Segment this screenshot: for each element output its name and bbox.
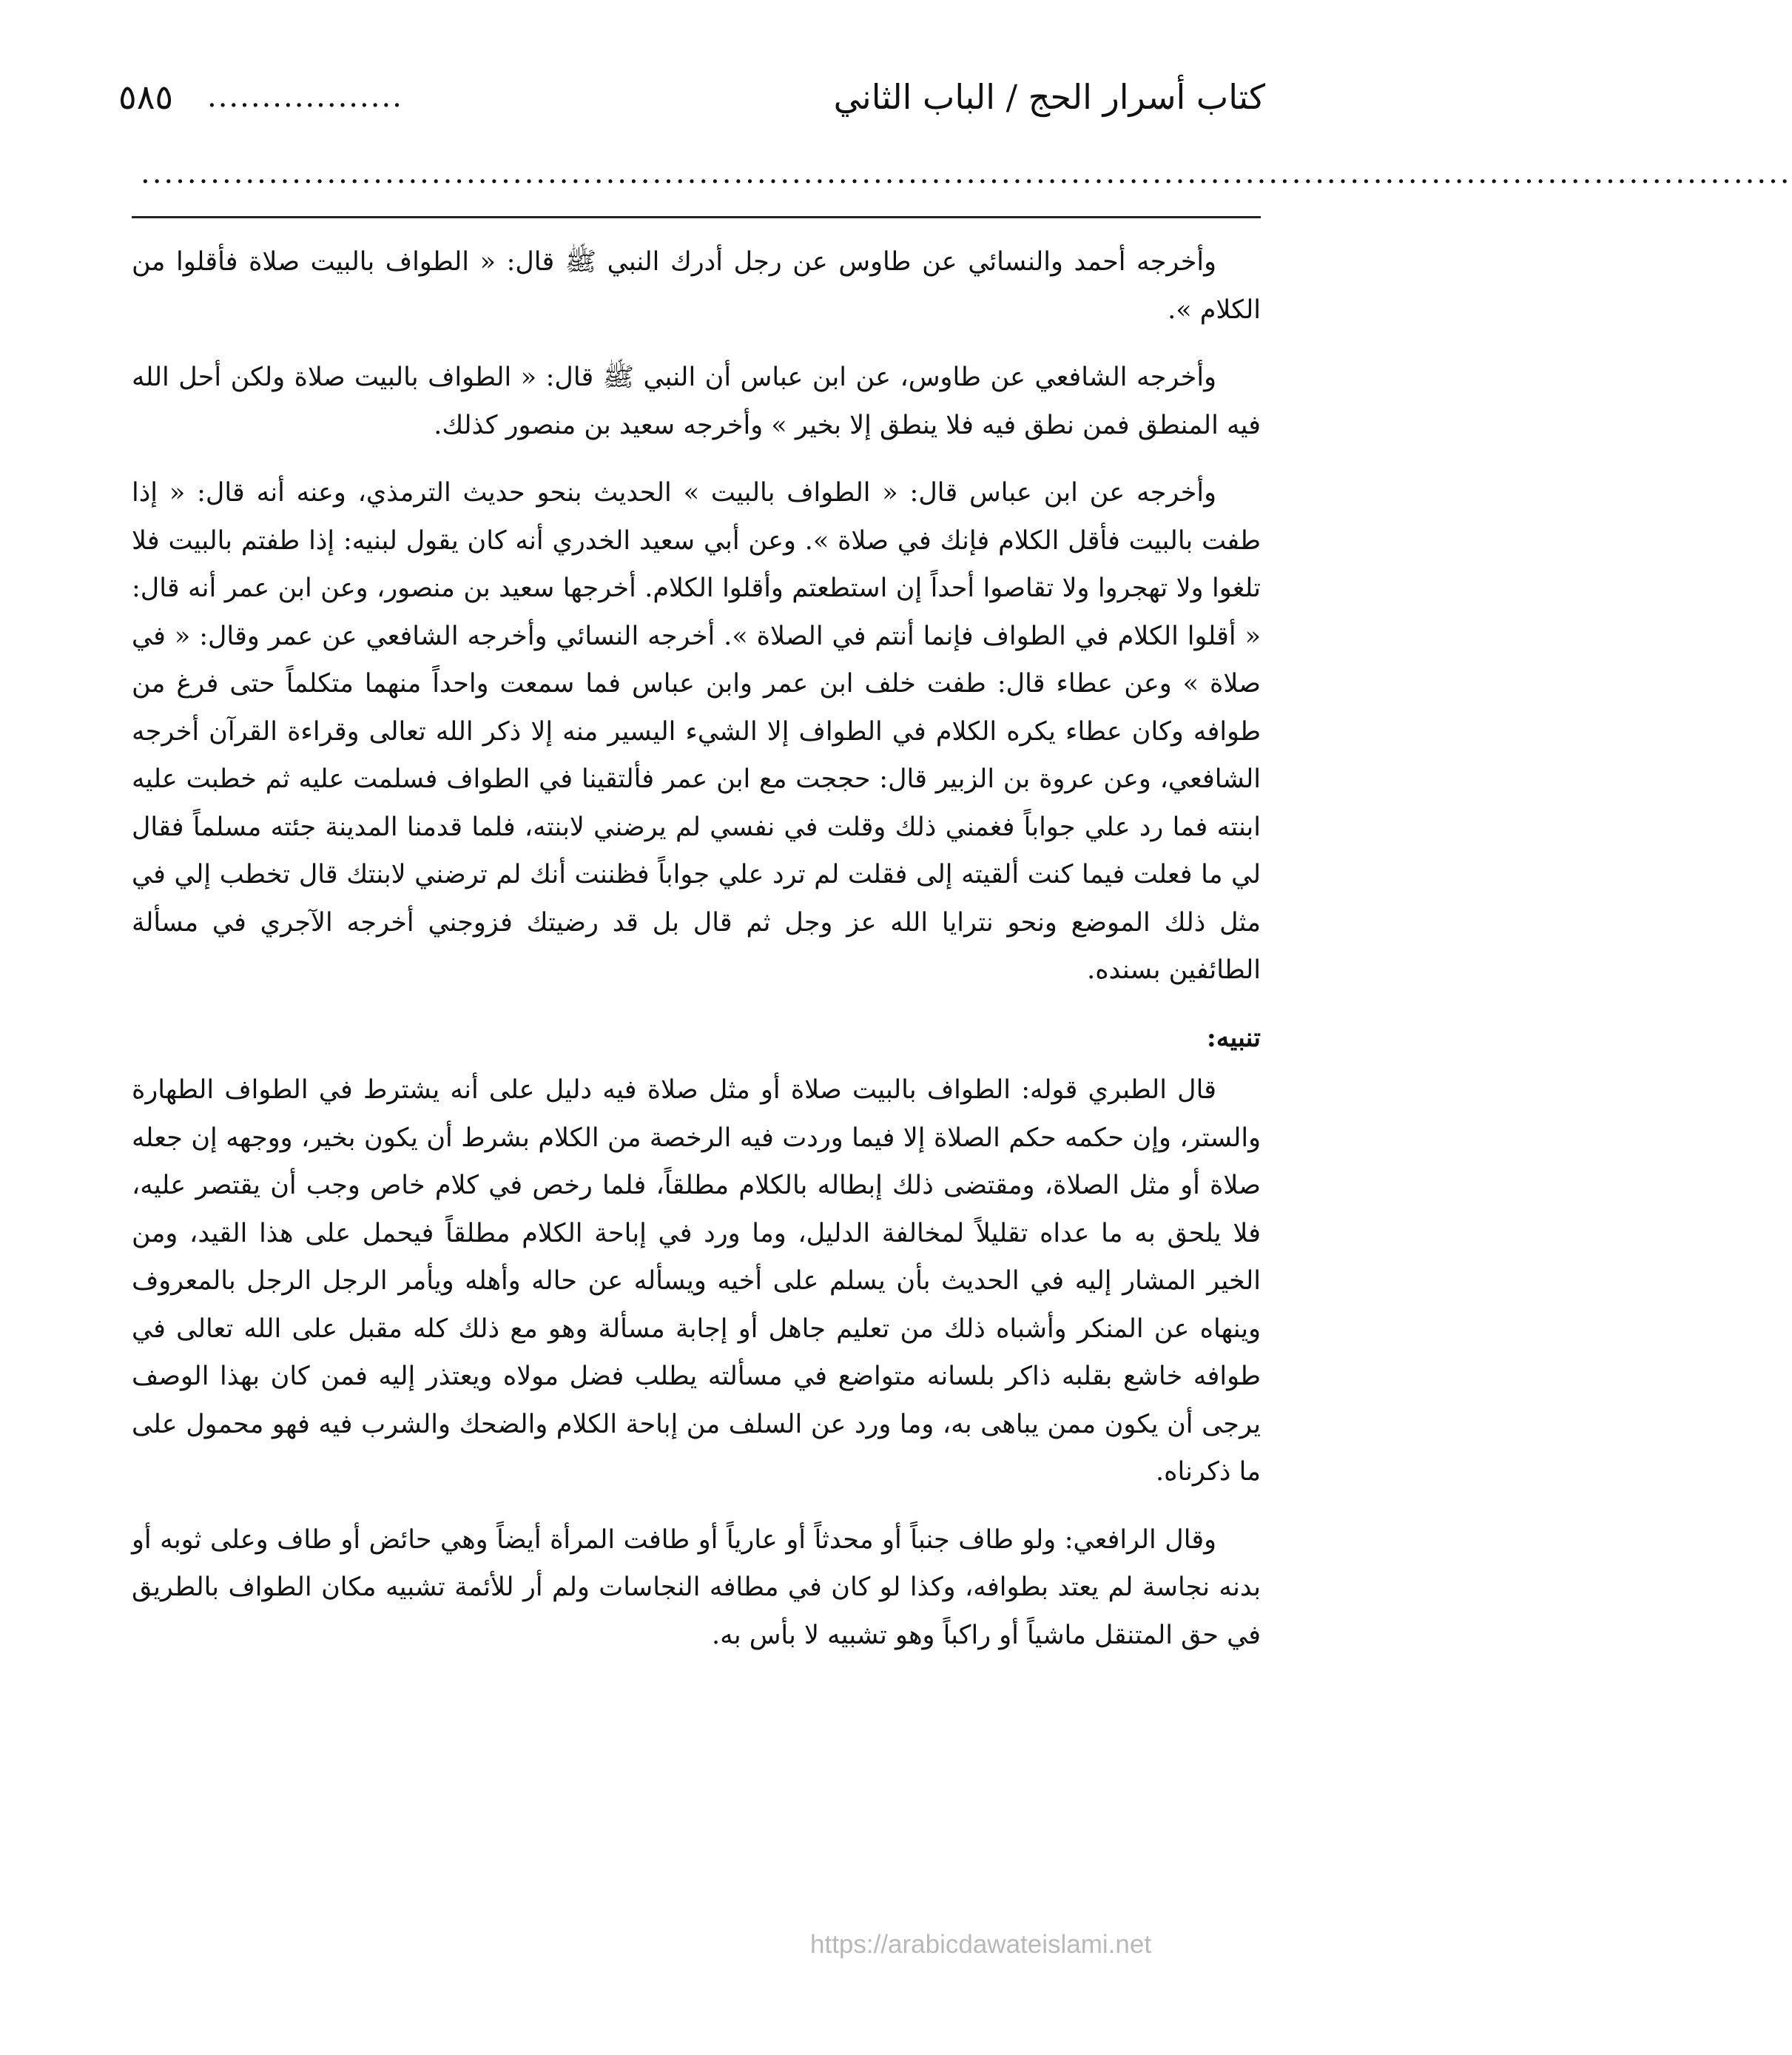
note-paragraph-1: قال الطبري قوله: الطواف بالبيت صلاة أو مثل صلاة فيه دليل على أنه يشترط في الطواف الطهارة والستر، وإن حكمه حكم الصلاة إلا فيما وردت فيه الرخصة من الكلام بشرط أن يكون بخير، ووجهه إن جعله صلاة أو مثل الصلاة، ومقتضى ذلك إبطاله بالكلام مطلقاً، فلما رخص في كلام خاص وجب أن يقتصر عليه، فلا يلحق به ما عداه تقليلاً لمخالفة الدليل، وما ورد في إباحة الكلام مطلقاً فيحمل على هذا القيد، ومن الخير المشار إليه في الحديث بأن يسلم على أخيه ويسأله عن حاله وأهله ويأمر الرجل الرجل بالمعروف وينهاه عن المنكر وأشباه ذلك من تعليم جاهل أو إجابة مسألة وهو مع ذلك كله مقبل على الله تعالى في طوافه خاشع بقلبه ذاكر بلسانه متواضع في مسألته يطلب فضل مولاه ويعتذر إليه فمن كان بهذا الوصف يرجى أن يكون ممن يباهى به، وما ورد عن السلف من إباحة الكلام والضحك والشرب فيه فهو محمول على ما ذكرناه.	[132, 1075, 1261, 1487]
header-rule	[132, 216, 1261, 218]
body-paragraph-3: وأخرجه عن ابن عباس قال: « الطواف بالبيت » الحديث بنحو حديث الترمذي، وعنه أنه قال: « إذا طفت بالبيت فأقل الكلام فإنك في صلاة ». وعن أبي سعيد الخدري أنه كان يقول لبنيه: إذا طفتم بالبيت فلا تلغوا ولا تهجروا ولا تقاصوا أحداً إن استطعتم وأقلوا الكلام. أخرجها سعيد بن منصور، وعن ابن عمر أنه قال: « أقلوا الكلام في الطواف فإنما أنتم في الصلاة ». أخرجه النسائي وأخرجه الشافعي عن عمر وقال: « في صلاة » وعن عطاء قال: طفت خلف ابن عمر وابن عباس فما سمعت واحداً منهما متكلماً حتى فرغ من طوافه وكان عطاء يكره الكلام في الطواف إلا الشيء اليسير منه إلا ذكر الله تعالى وقراءة القرآن أخرجه الشافعي، وعن عروة بن الزبير قال: حججت مع ابن عمر فألتقينا في الطواف فسلمت عليه ثم خطبت عليه ابنته فما رد علي جواباً فغمني ذلك وقلت في نفسي لم يرضني لابنته، فلما قدمنا المدينة جئته مسلماً فقال لي ما فعلت فيما كنت ألقيته إلى فقلت لم ترد علي جواباً فظننت أنك لم ترضني لابنتك قال تخطب إلي في مثل ذلك الموضع ونحو نترايا الله عز وجل ثم قال بل قد رضيتك فزوجني أخرجه الآجري في مسألة الطائفين بسنده.	[132, 478, 1261, 985]
header-leader-dots: ..................	[207, 80, 403, 114]
page-body	[132, 238, 1261, 1679]
dotted-separator: ..............................................................................................................................................	[141, 156, 1792, 190]
page-number: ٥٨٥	[118, 77, 174, 117]
body-paragraph-1: وأخرجه أحمد والنسائي عن طاوس عن رجل أدرك النبي ﷺ قال: « الطواف بالبيت صلاة فأقلوا من الكلام ».	[132, 247, 1261, 325]
watermark-url: https://arabicdawateislami.net	[810, 1930, 1152, 1959]
note-heading: تنبيه:	[1206, 1022, 1261, 1053]
running-header	[111, 77, 1265, 129]
body-paragraph-2: وأخرجه الشافعي عن طاوس، عن ابن عباس أن النبي ﷺ قال: « الطواف بالبيت صلاة ولكن أحل الله فيه المنطق فمن نطق فيه فلا ينطق إلا بخير » وأخرجه سعيد بن منصور كذلك.	[132, 363, 1261, 440]
header-title: كتاب أسرار الحج / الباب الثاني	[833, 77, 1265, 117]
note-paragraph-2: وقال الرافعي: ولو طاف جنباً أو محدثاً أو عارياً أو طافت المرأة أيضاً وهي حائض أو طاف وعلى ثوبه أو بدنه نجاسة لم يعتد بطوافه، وكذا لو كان في مطافه النجاسات ولم أر للأئمة تشبيه مكان الطواف بالطريق في حق المتنقل ماشياً أو راكباً وهو تشبيه لا بأس به.	[132, 1524, 1261, 1650]
